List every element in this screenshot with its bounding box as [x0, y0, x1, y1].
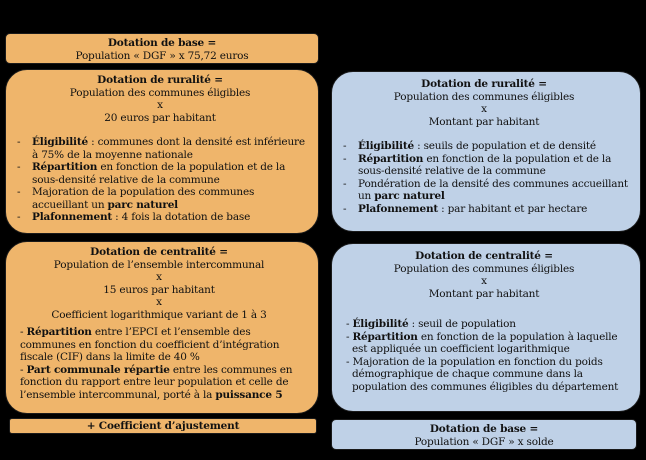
left-ruralite-box [5, 69, 319, 234]
left-ruralite-title: Dotation de ruralité = [97, 74, 223, 86]
left-base-box [5, 33, 319, 64]
item-bold: Éligibilité [32, 136, 88, 148]
list-item [346, 318, 630, 331]
item-dash: - [346, 318, 353, 330]
item-text: : communes dont la densité est inférieure à 75% de la moyenne nationale [32, 136, 305, 161]
item-dash: - [20, 363, 27, 376]
left-centralite-title: Dotation de centralité = [90, 246, 228, 258]
item-bold: Répartition [26, 326, 92, 338]
item-text: Pondération de la densité des communes accueillant un [358, 177, 628, 202]
item-text: : seuil de population [408, 318, 516, 330]
list-item: - Plafonnement : par habitant et par hectare [343, 202, 588, 215]
item-dash: - [20, 326, 27, 338]
list-item: - Pondération de la densité des communes accueillant un parc naturel [343, 177, 628, 202]
left-centralite-line2: 15 euros par habitant [103, 283, 215, 296]
left-base-formula: Population « DGF » x 75,72 euros [75, 49, 249, 62]
left-ruralite-times: x [157, 99, 163, 111]
right-centralite-line1: Population des communes éligibles [393, 262, 575, 275]
right-ruralite-title: Dotation de ruralité = [421, 78, 547, 90]
left-centralite-line3: Coefficient logarithmique variant de 1 à 3 [51, 308, 267, 321]
right-centralite-list [346, 318, 630, 393]
item-bold: parc naturel [107, 198, 178, 211]
left-ruralite-line2: 20 euros par habitant [104, 111, 216, 124]
right-ruralite-times: x [481, 103, 487, 115]
item-dash: - [346, 355, 353, 368]
item-bold: Plafonnement [358, 202, 439, 215]
item-bold: Part communale répartie [26, 363, 170, 376]
right-centralite-title: Dotation de centralité = [415, 250, 553, 262]
right-centralite-times: x [481, 275, 487, 287]
right-base-box [331, 419, 637, 450]
left-centralite-times1: x [156, 271, 162, 283]
list-item: - Répartition en fonction de la population et de la sous-densité relative de la commune [17, 161, 286, 186]
item-bold: Répartition [32, 161, 98, 173]
left-ruralite-line1: Population des communes éligibles [69, 86, 251, 99]
item-text: entre l’EPCI et l’ensemble des communes en fonction du coefficient d’intégration fiscale (CIF) dans la limite de 40 % [20, 326, 280, 363]
right-base-formula: Population « DGF » x solde [414, 435, 554, 448]
right-centralite-box [331, 243, 641, 412]
item-bold: puissance 5 [215, 388, 283, 401]
left-centralite-line1: Population de l’ensemble intercommunal [53, 258, 265, 271]
list-item [346, 356, 630, 394]
item-text: : seuils de population et de densité [413, 140, 596, 152]
item-bold: Éligibilité [352, 318, 409, 330]
left-base-title: Dotation de base = [107, 37, 217, 49]
list-item [346, 331, 630, 356]
list-item: - Éligibilité : seuils de population et de densité [343, 140, 596, 152]
item-bold: Plafonnement [32, 211, 113, 223]
item-bold: Répartition [358, 152, 424, 165]
left-centralite-box [5, 241, 319, 414]
item-text: Majoration de la population en fonction du poids démographique de chaque commune dans la population des communes éligibles du département [352, 355, 619, 393]
item-text: entre les communes en fonction du rapport entre leur population et celle de l’ensemble intercommunal, porté à la [20, 363, 293, 401]
list-item [20, 364, 306, 402]
left-centralite-list [20, 326, 306, 401]
item-bold: parc naturel [374, 190, 445, 202]
item-text: Majoration de la population des communes accueillant un [32, 186, 255, 211]
right-ruralite-box [331, 71, 641, 232]
list-item [20, 326, 306, 364]
list-item: - Plafonnement : 4 fois la dotation de base [17, 211, 251, 223]
item-text: en fonction de la population et de la sous-densité relative de la commune [32, 161, 286, 186]
list-item: - Éligibilité : communes dont la densité est inférieure à 75% de la moyenne nationale [17, 136, 305, 161]
list-item: - Répartition en fonction de la population et de la sous-densité relative de la commune [343, 152, 612, 177]
left-centralite-times2: x [156, 296, 162, 308]
left-ruralite-list [12, 136, 308, 224]
item-text: en fonction de la population et de la sous-densité relative de la commune [358, 152, 612, 177]
item-text: : par habitant et par hectare [438, 202, 588, 215]
right-ruralite-line1: Population des communes éligibles [393, 90, 575, 103]
item-bold: Éligibilité [358, 140, 414, 152]
right-base-title: Dotation de base = [429, 423, 539, 435]
item-text: : 4 fois la dotation de base [112, 211, 251, 223]
left-coefficient-box [9, 418, 317, 434]
item-bold: Répartition [352, 330, 418, 343]
list-item: - Majoration de la population des communes accueillant un parc naturel [17, 186, 255, 211]
left-coefficient-label: + Coefficient d’ajustement [86, 420, 240, 432]
item-text: en fonction de la population à laquelle est appliquée un coefficient logarithmique [352, 330, 618, 355]
item-dash: - [346, 330, 353, 343]
right-centralite-line2: Montant par habitant [428, 287, 540, 300]
right-ruralite-line2: Montant par habitant [428, 115, 540, 128]
right-ruralite-list [338, 140, 630, 215]
